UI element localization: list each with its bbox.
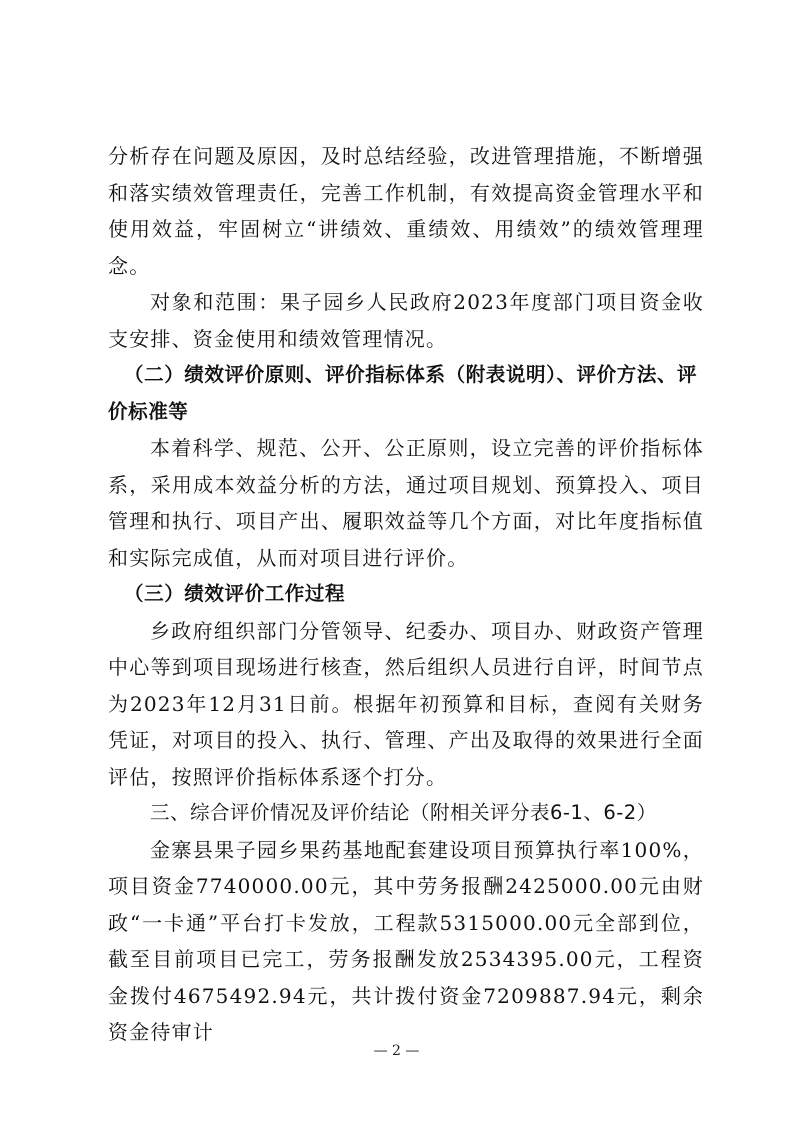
document-body [108,138,704,1051]
paragraph-scope: 对象和范围：果子园乡人民政府2023年度部门项目资金收支安排、资金使用和绩效管理情况。 [108,290,704,351]
paragraph-project-funds: 金寨县果子园乡果药基地配套建设项目预算执行率100%，项目资金7740000.00元，其中劳务报酬2425000.00元由财政“一卡通”平台打卡发放，工程款5315000.00元全部到位，截至目前项目已完工，劳务报酬发放2534395.00元，工程资金拨付4675492.94元，共计拨付资金7209887.94元，剩余资金待审计 [108,837,704,1044]
paragraph-management-summary: 分析存在问题及原因，及时总结经验，改进管理措施，不断增强和落实绩效管理责任，完善工作机制，有效提高资金管理水平和使用效益，牢固树立“讲绩效、重绩效、用绩效”的绩效管理理念。 [108,144,704,278]
paragraph-process: 乡政府组织部门分管领导、纪委办、项目办、财政资产管理中心等到项目现场进行核查，然后组织人员进行自评，时间节点为2023年12月31日前。根据年初预算和目标，查阅有关财务凭证，对项目的投入、执行、管理、产出及取得的效果进行全面评估，按照评价指标体系逐个打分。 [108,618,704,789]
page-number: — 2 — [373,1043,420,1059]
heading-evaluation-process: （三）绩效评价工作过程 [124,582,346,605]
heading-evaluation-principles: （二）绩效评价原则、评价指标体系（附表说明）、评价方法、评价标准等 [108,363,698,423]
heading-comprehensive-evaluation: 三、综合评价情况及评价结论（附相关评分表6-1、6-2） [150,801,657,824]
paragraph-principles: 本着科学、规范、公开、公正原则，设立完善的评价指标体系，采用成本效益分析的方法，通过项目规划、预算投入、项目管理和执行、项目产出、履职效益等几个方面，对比年度指标值和实际完成值，从而对项目进行评价。 [108,436,704,570]
